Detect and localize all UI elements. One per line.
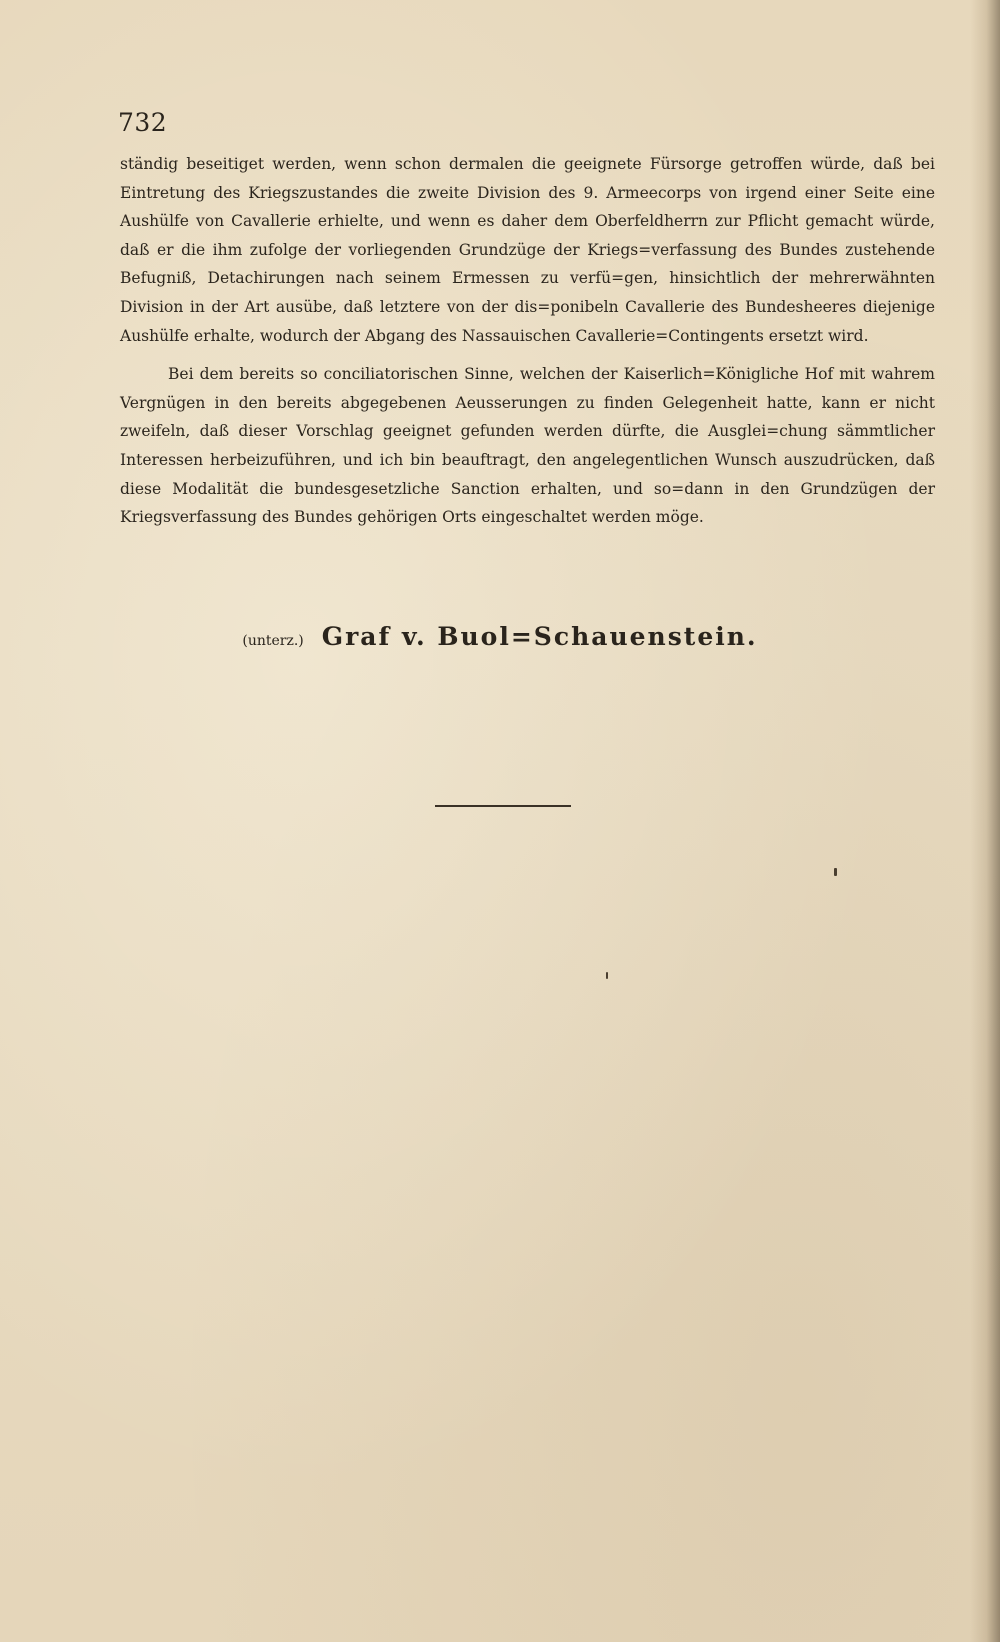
body-text — [120, 150, 935, 532]
paper-speck — [606, 972, 608, 979]
signature-name: Graf v. Buol=Schauenstein. — [321, 622, 758, 651]
page-edge-shadow — [970, 0, 1000, 1642]
signature-line — [0, 622, 1000, 651]
separator-rule — [435, 805, 571, 807]
paragraph-1: ständig beseitiget werden, wenn schon dermalen die geeignete Fürsorge getroffen würde, daß bei Eintretung des Kriegszustandes die zweite Division des 9. Armeecorps von irgend einer Seite eine Aushülfe von Cavallerie erhielte, und wenn es daher dem Oberfeldherrn zur Pflicht gemacht würde, daß er die ihm zufolge der vorliegenden Grundzüge der Kriegs=verfassung des Bundes zustehende Befugniß, Detachirungen nach seinem Ermessen zu verfü=gen, hinsichtlich der mehrerwähnten Division in der Art ausübe, daß letztere von der dis=ponibeln Cavallerie des Bundesheeres diejenige Aushülfe erhalte, wodurch der Abgang des Nassauischen Cavallerie=Contingents ersetzt wird. — [120, 155, 935, 345]
paper-speck — [834, 868, 837, 876]
page-number: 732 — [118, 108, 168, 137]
signature-prefix: (unterz.) — [242, 633, 304, 649]
paragraph-2: Bei dem bereits so conciliatorischen Sinne, welchen der Kaiserlich=Königliche Hof mit wahrem Vergnügen in den bereits abgegebenen Aeusserungen zu finden Gelegenheit hatte, kann er nicht zweifeln, daß dieser Vorschlag geeignet gefunden werden dürfte, die Ausglei=chung sämmtlicher Interessen herbeizuführen, und ich bin beauftragt, den angelegentlichen Wunsch auszudrücken, daß diese Modalität die bundesgesetzliche Sanction erhalten, und so=dann in den Grundzügen der Kriegsverfassung des Bundes gehörigen Orts eingeschaltet werden möge. — [120, 365, 935, 527]
